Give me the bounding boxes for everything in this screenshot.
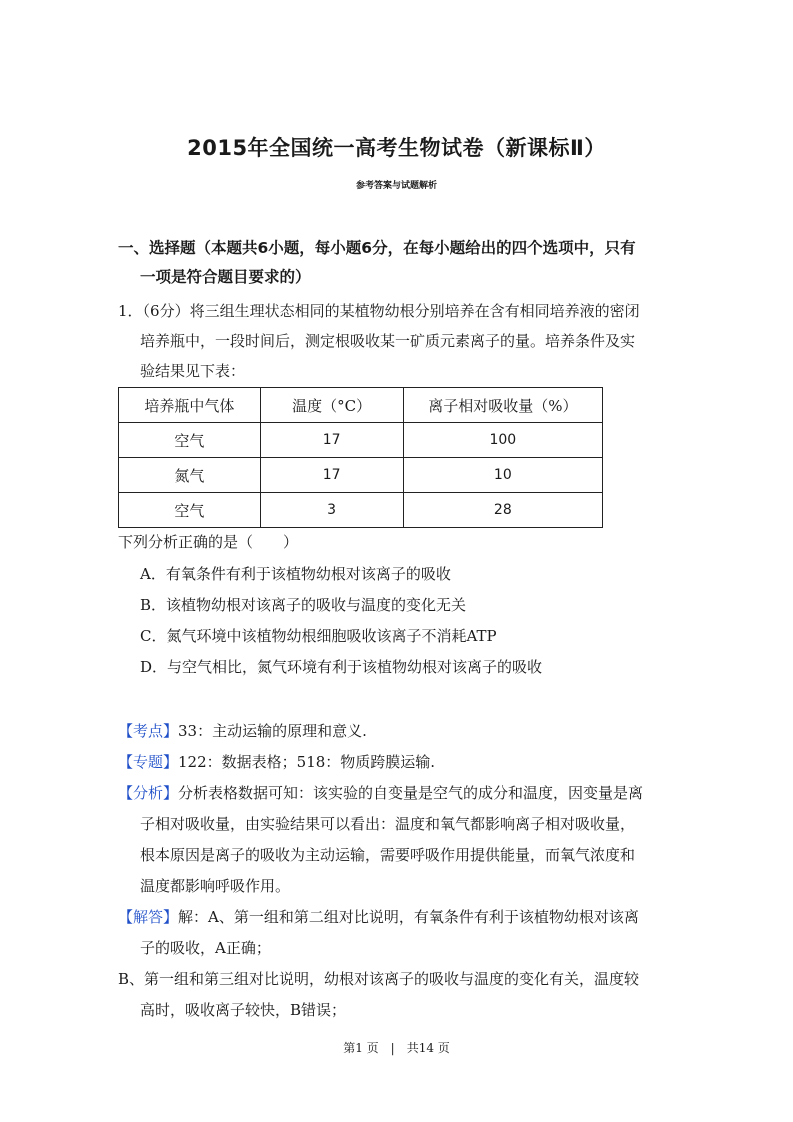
question-line-2: 培养瓶中，一段时间后，测定根吸收某一矿质元素离子的量。培养条件及实 bbox=[140, 332, 636, 350]
jieda-line-1: 解：A、第一组和第二组对比说明，有氧条件有利于该植物幼根对该离 bbox=[178, 908, 639, 926]
zhuanti-row bbox=[118, 747, 678, 778]
jieda-tag: 【解答】 bbox=[118, 908, 179, 926]
table-cell: 17 bbox=[260, 423, 403, 458]
table-row bbox=[119, 493, 603, 528]
fenxi-tag: 【分析】 bbox=[118, 784, 179, 802]
option-d: D．与空气相比，氮气环境有利于该植物幼根对该离子的吸收 bbox=[140, 658, 543, 676]
table-cell: 空气 bbox=[119, 493, 261, 528]
section-heading-line-1: 一、选择题（本题共6小题，每小题6分，在每小题给出的四个选项中，只有 bbox=[118, 239, 636, 257]
zhuanti-text: 122：数据表格；518：物质跨膜运输. bbox=[178, 753, 436, 771]
page-title: 2015年全国统一高考生物试卷（新课标Ⅱ） bbox=[187, 136, 606, 160]
table-cell: 28 bbox=[403, 493, 602, 528]
jieda-line-2: 子的吸收，A正确； bbox=[140, 939, 271, 957]
section-heading bbox=[118, 234, 678, 292]
question-line-1: 1．（6分）将三组生理状态相同的某植物幼根分别培养在含有相同培养液的密闭 bbox=[118, 302, 640, 320]
question-1-text bbox=[118, 296, 678, 386]
option-c: C．氮气环境中该植物幼根细胞吸收该离子不消耗ATP bbox=[140, 627, 497, 645]
table-cell: 17 bbox=[260, 458, 403, 493]
fenxi-line-3: 根本原因是离子的吸收为主动运输，需要呼吸作用提供能量，而氧气浓度和 bbox=[140, 846, 636, 864]
table-cell: 空气 bbox=[119, 423, 261, 458]
question-stem: 下列分析正确的是（ ） bbox=[118, 533, 299, 551]
table-header: 离子相对吸收量（%） bbox=[403, 388, 602, 423]
question-line-3: 验结果见下表： bbox=[140, 362, 246, 380]
jieda-row bbox=[118, 902, 678, 964]
option-b-explanation bbox=[118, 964, 678, 1026]
page-subtitle: 参考答案与试题解析 bbox=[355, 181, 437, 191]
kaodian-tag: 【考点】 bbox=[118, 722, 179, 740]
fenxi-line-1: 分析表格数据可知：该实验的自变量是空气的成分和温度，因变量是离 bbox=[178, 784, 644, 802]
table-cell: 10 bbox=[403, 458, 602, 493]
table-row bbox=[119, 458, 603, 493]
kaodian-text: 33：主动运输的原理和意义. bbox=[178, 722, 367, 740]
table-row bbox=[119, 423, 603, 458]
table-cell: 100 bbox=[403, 423, 602, 458]
answer-analysis bbox=[118, 716, 678, 1026]
answer-options bbox=[140, 562, 542, 686]
table-cell: 3 bbox=[260, 493, 403, 528]
kaodian-row bbox=[118, 716, 678, 747]
page-footer: 第1 页 | 共14 页 bbox=[343, 1041, 450, 1055]
table-header: 培养瓶中气体 bbox=[119, 388, 261, 423]
experiment-table bbox=[118, 387, 603, 528]
zhuanti-tag: 【专题】 bbox=[118, 753, 179, 771]
table-cell: 氮气 bbox=[119, 458, 261, 493]
fenxi-line-4: 温度都影响呼吸作用。 bbox=[140, 877, 291, 895]
fenxi-row bbox=[118, 778, 678, 902]
fenxi-line-2: 子相对吸收量，由实验结果可以看出：温度和氧气都影响离子相对吸收量， bbox=[140, 815, 636, 833]
section-heading-line-2: 一项是符合题目要求的） bbox=[140, 268, 311, 286]
b-line-2: 高时，吸收离子较快，B错误； bbox=[140, 1001, 347, 1019]
option-b: B．该植物幼根对该离子的吸收与温度的变化无关 bbox=[140, 596, 467, 614]
table-header-row bbox=[119, 388, 603, 423]
b-line-1: B、第一组和第三组对比说明，幼根对该离子的吸收与温度的变化有关，温度较 bbox=[118, 970, 640, 988]
table-header: 温度（°C） bbox=[260, 388, 403, 423]
option-a: A．有氧条件有利于该植物幼根对该离子的吸收 bbox=[140, 565, 451, 583]
